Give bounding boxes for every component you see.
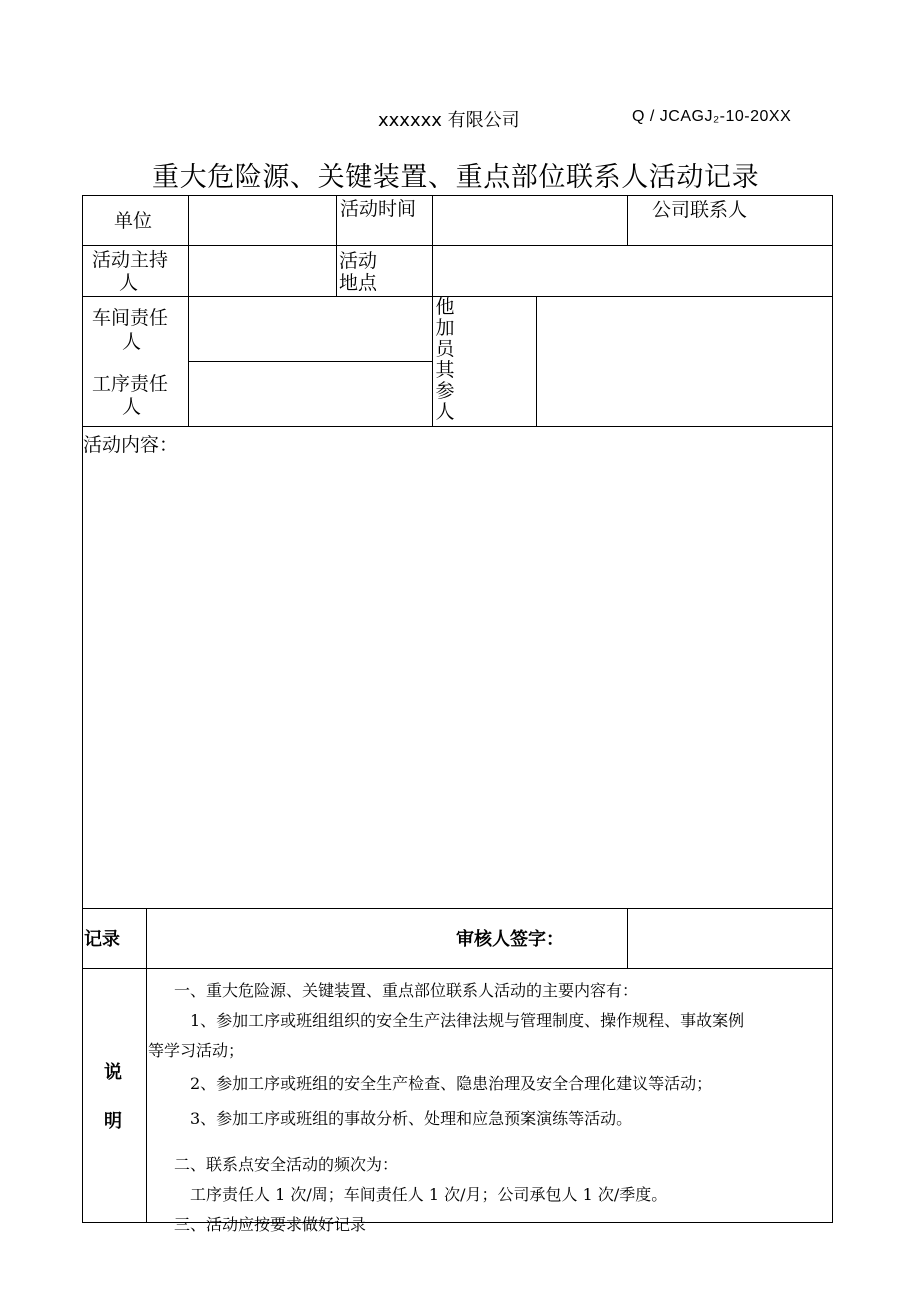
note-line: 二、联系点安全活动的频次为：	[174, 1155, 399, 1174]
activity-time-field[interactable]	[436, 199, 622, 241]
location-label-line1: 活动	[339, 250, 378, 272]
other-participants-char-1: 他	[435, 296, 455, 318]
host-label-line2: 人	[119, 272, 139, 294]
notes-label-line2: 明	[104, 1111, 122, 1132]
process-field[interactable]	[192, 365, 428, 423]
note-line: 2、参加工序或班组的安全生产检查、隐患治理及安全合理化建议等活动；	[190, 1074, 713, 1093]
workshop-label-line1: 车间责任	[92, 307, 169, 329]
reviewer-signature-label: 审核人签字：	[456, 929, 564, 950]
note-line: 一、重大危险源、关键装置、重点部位联系人活动的主要内容有：	[174, 981, 639, 1000]
activity-content-label: 活动内容：	[83, 434, 179, 456]
activity-content-field[interactable]	[86, 461, 828, 905]
other-participants-char-4: 其	[435, 359, 455, 381]
note-line: 工序责任人 1 次/周；车间责任人 1 次/月；公司承包人 1 次/季度。	[190, 1185, 668, 1204]
workshop-field[interactable]	[192, 299, 428, 357]
document-code: Q / JCAGJ₂-10-20XX	[632, 108, 792, 125]
note-line: 3、参加工序或班组的事故分析、处理和应急预案演练等活动。	[190, 1109, 633, 1128]
other-participants-char-2: 加	[435, 317, 455, 339]
process-label-line1: 工序责任	[92, 373, 169, 395]
host-field[interactable]	[192, 249, 332, 293]
workshop-label-line2: 人	[122, 331, 142, 353]
note-line: 等学习活动；	[148, 1041, 245, 1060]
other-participants-char-6: 人	[435, 401, 455, 423]
note-line: 三、活动应按要求做好记录	[174, 1215, 367, 1234]
activity-time-label: 活动时间	[340, 198, 417, 220]
other-participants-char-5: 参	[435, 380, 455, 402]
company-name: xxxxxx 有限公司	[378, 110, 520, 131]
note-line: 1、参加工序或班组组织的安全生产法律法规与管理制度、操作规程、事故案例	[190, 1011, 745, 1030]
page-title: 重大危险源、关键装置、重点部位联系人活动记录	[152, 162, 760, 193]
process-label-line2: 人	[122, 396, 142, 418]
other-participants-field[interactable]	[540, 299, 828, 423]
notes-label-line1: 说	[104, 1062, 122, 1083]
unit-value-field[interactable]	[192, 199, 332, 241]
location-label-line2: 地点	[339, 272, 378, 294]
unit-label: 单位	[114, 210, 153, 232]
company-contact-label: 公司联系人	[652, 199, 748, 221]
record-label: 记录	[84, 929, 120, 950]
record-form-table	[82, 195, 833, 1234]
host-label-line1: 活动主持	[92, 249, 169, 271]
other-participants-char-3: 员	[435, 338, 455, 360]
location-field[interactable]	[436, 249, 828, 293]
reviewer-signature-field[interactable]	[631, 911, 828, 965]
